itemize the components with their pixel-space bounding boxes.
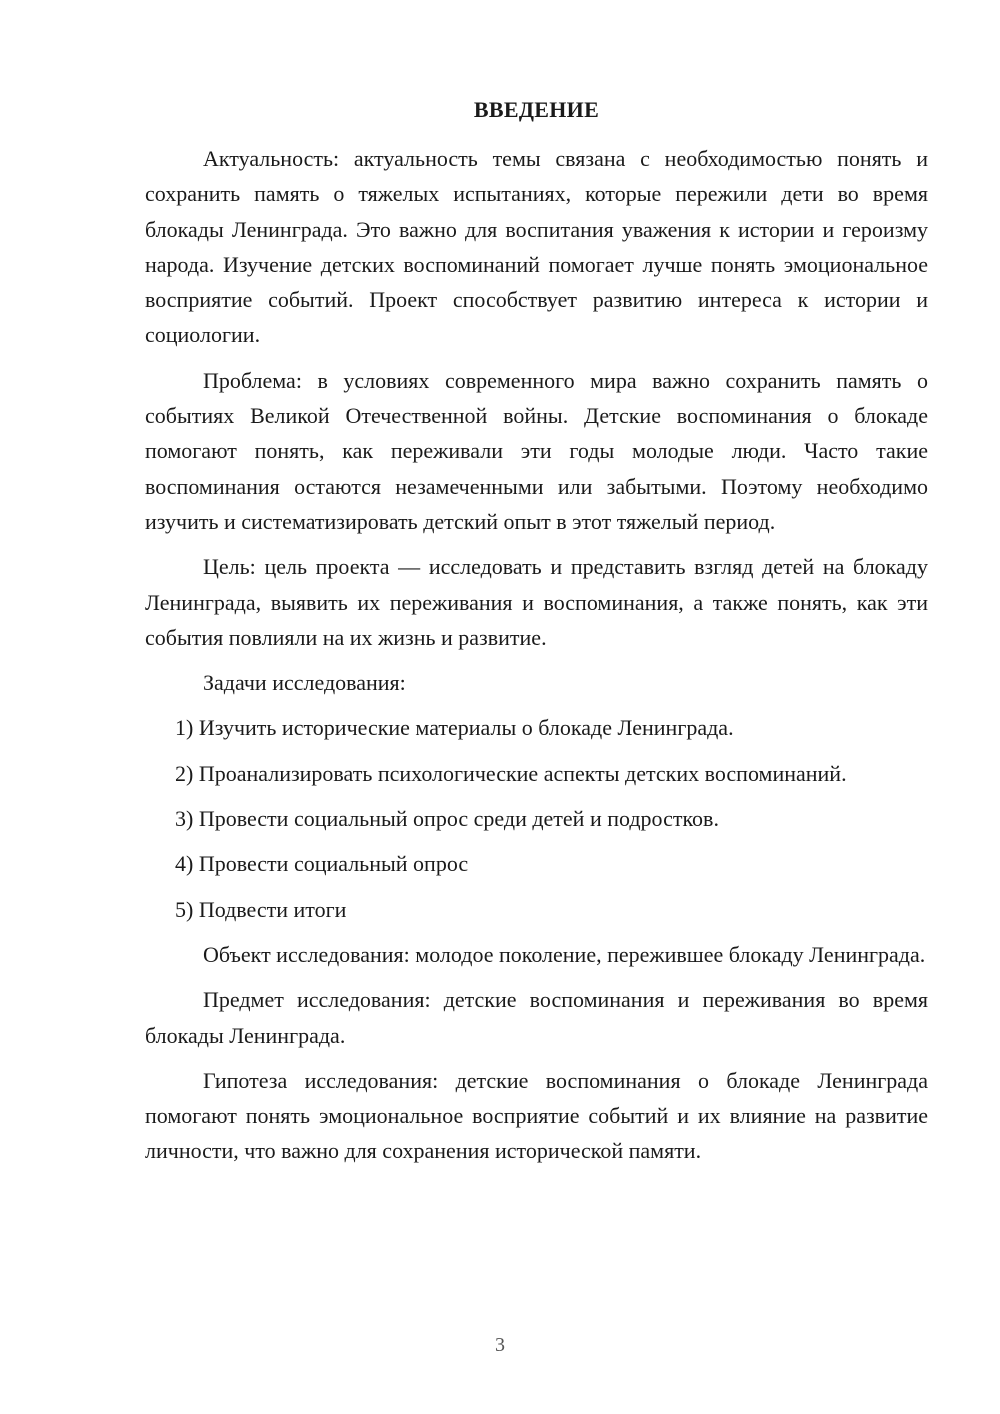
page-number: 3 (495, 1334, 505, 1356)
problem-paragraph: Проблема: в условиях современного мира важно сохранить память о событиях Великой Отечественной войны. Детские воспоминания о блокаде помогают понять, как переживали эти годы молодые люди. Часто такие воспоминания остаются незамеченными или забытыми. Поэтому необходимо изучить и систематизировать детский опыт в этот тяжелый период. (145, 367, 928, 534)
tasks-title: Задачи исследования: (203, 670, 406, 696)
task-item-4: 4) Провести социальный опрос (175, 851, 469, 877)
document-page (145, 95, 928, 1179)
object-paragraph: Объект исследования: молодое поколение, пережившее блокаду Ленинграда. (203, 941, 926, 967)
task-item-5: 5) Подвести итоги (175, 896, 347, 922)
task-item-1: 1) Изучить исторические материалы о блокаде Ленинграда. (175, 715, 734, 741)
section-heading: ВВЕДЕНИЕ (473, 97, 600, 122)
subject-paragraph: Предмет исследования: детские воспоминания и переживания во время блокады Ленинграда. (145, 987, 928, 1048)
task-item-3: 3) Провести социальный опрос среди детей и подростков. (175, 806, 719, 832)
task-item-2: 2) Проанализировать психологические аспекты детских воспоминаний. (175, 760, 847, 786)
hypothesis-paragraph: Гипотеза исследования: детские воспоминания о блокаде Ленинграда помогают понять эмоциональное восприятие событий и их влияние на развитие личности, что важно для сохранения исторической памяти. (145, 1067, 928, 1164)
relevance-paragraph: Актуальность: актуальность темы связана с необходимостью понять и сохранить память о тяжелых испытаниях, которые пережили дети во время блокады Ленинграда. Это важно для воспитания уважения к истории и героизму народа. Изучение детских воспоминаний помогает лучше понять эмоциональное восприятие событий. Проект способствует развитию интереса к истории и социологии. (145, 146, 928, 348)
goal-paragraph: Цель: цель проекта — исследовать и представить взгляд детей на блокаду Ленинграда, выявить их переживания и воспоминания, а также понять, как эти события повлияли на их жизнь и развитие. (145, 554, 928, 650)
